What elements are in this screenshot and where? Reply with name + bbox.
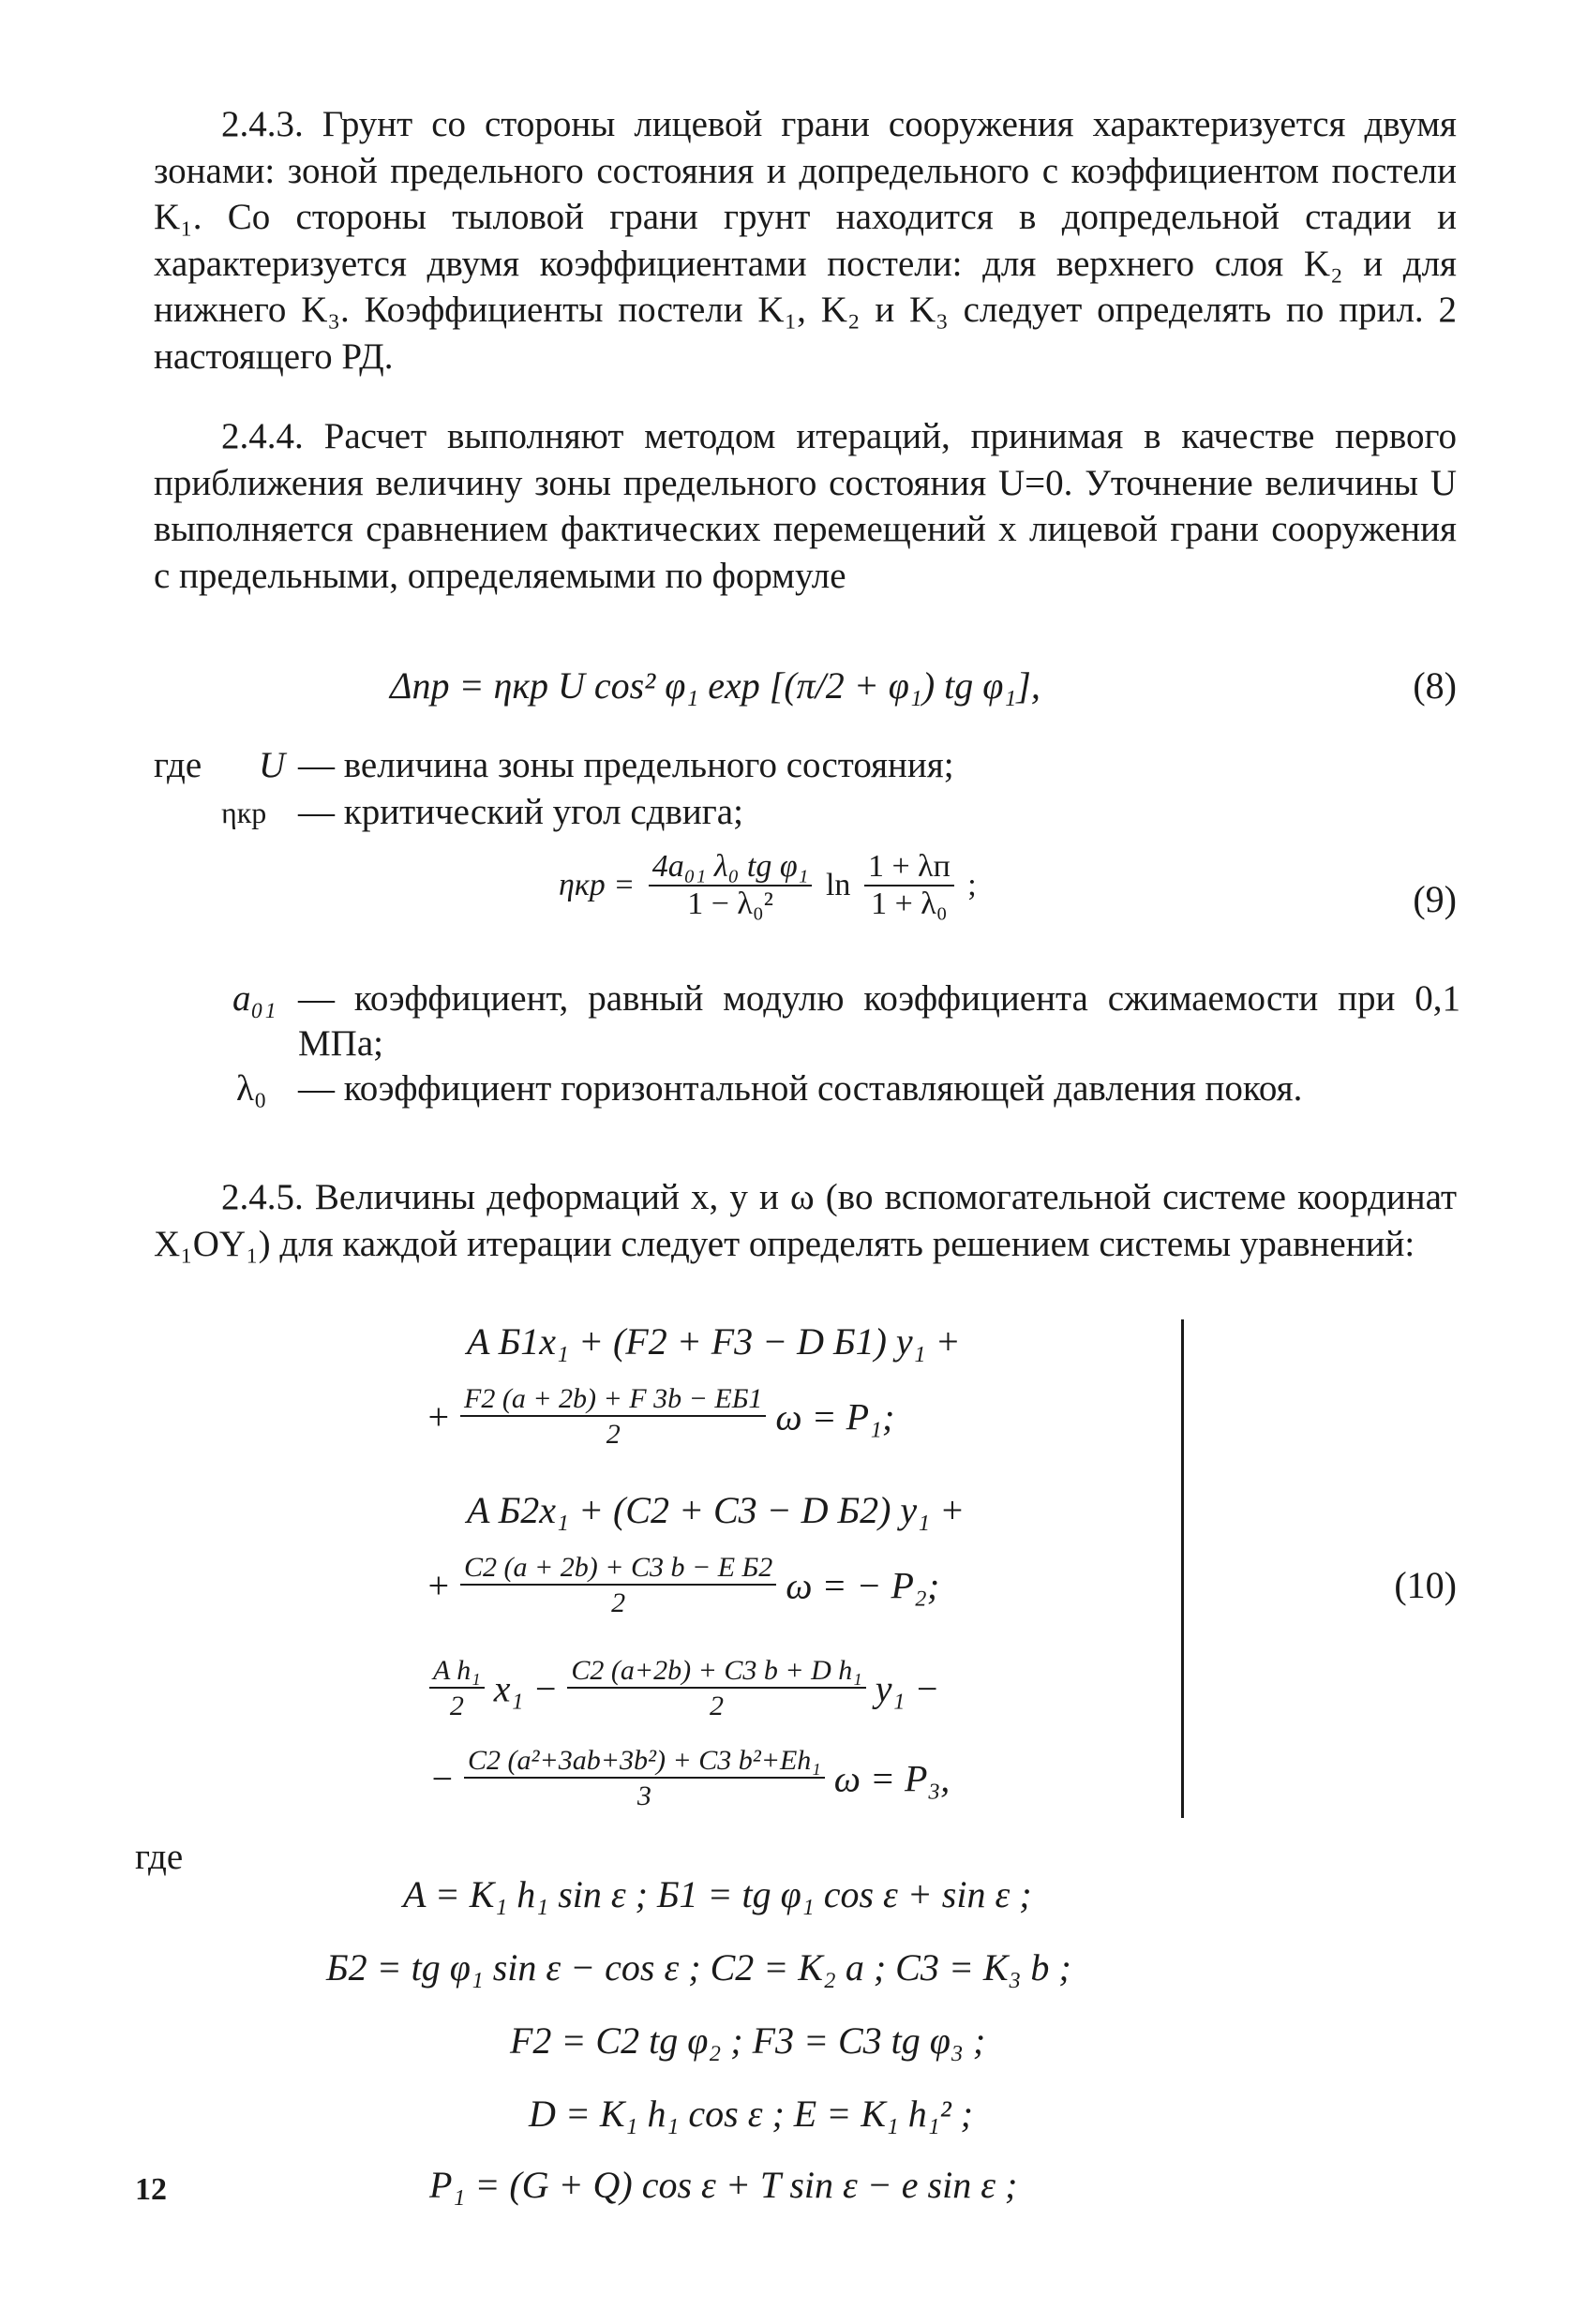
definition-a01: — коэффициент, равный модулю коэффициента сжимаемости при 0,1 МПа; (298, 978, 1460, 1064)
equation-8 (390, 663, 1041, 708)
system-10-line-4 (426, 1552, 939, 1619)
equation-9-ln: ln (825, 868, 851, 902)
where-label-1: где (154, 745, 202, 785)
system-10-line-3: A Б2x₁ + (C2 + C3 − D Б2) y₁ + (467, 1489, 966, 1531)
equation-9-fraction-1 (649, 849, 813, 922)
system-10-line-5-fraction-2 (567, 1655, 865, 1722)
system-10-line-2-post: ω = P₁; (775, 1395, 895, 1438)
coefficient-line-5: P₁ = (G + Q) cos ε + T sin ε − e sin ε ; (429, 2164, 1018, 2206)
system-10-line-2-fraction (460, 1383, 766, 1451)
equation-9-number: (9) (1413, 878, 1457, 920)
where-label-2: где (135, 1837, 184, 1877)
coefficient-line-3: F2 = C2 tg φ₂ ; F3 = C3 tg φ₃ ; (510, 2019, 986, 2062)
system-10-line-6-num: C2 (a²+3ab+3b²) + C3 b²+Eh₁ (464, 1745, 825, 1779)
system-10-line-1: A Б1x₁ + (F2 + F3 − D Б1) y₁ + (467, 1320, 961, 1363)
system-10-line-5-num-2: C2 (a+2b) + C3 b + D h₁ (567, 1655, 865, 1689)
symbol-eta: ηкр (221, 796, 267, 829)
system-10-line-4-plus: + (426, 1564, 451, 1607)
equation-8-bracket: [(π/2 + φ₁) tg φ₁], (769, 664, 1041, 707)
system-10-line-5-fraction-1 (429, 1655, 485, 1722)
equation-9-den-2: 1 + λ₀ (871, 886, 948, 921)
system-10-line-5 (429, 1655, 939, 1722)
system-10-line-5-post: y₁ − (875, 1667, 940, 1710)
system-10-line-5-mid: x₁ − (493, 1667, 559, 1710)
coefficient-line-1: A = K₁ h₁ sin ε ; Б1 = tg φ₁ cos ε + sin ε ; (403, 1873, 1032, 1915)
paragraph-2-4-3: 2.4.3. Грунт со стороны лицевой грани сооружения характеризуется двумя зонами: зоной предельного состояния и допредельного с коэффициентом постели K₁. Со стороны тыловой грани грунт находится в допредельной стадии и характеризуется двумя коэффициентами постели: для верхнего слоя K₂ и для нижнего K₃. Коэффициенты постели K₁, K₂ и K₃ следует определять по прил. 2 настоящего РД. (154, 104, 1457, 377)
system-10-line-6-fraction (464, 1745, 825, 1812)
system-10-line-2 (426, 1383, 894, 1451)
system-10-line-6-den: 3 (636, 1780, 651, 1811)
system-10-line-4-num: C2 (a + 2b) + C3 b − E Б2 (460, 1552, 776, 1586)
page-number: 12 (135, 2172, 167, 2207)
definition-lambda0: — коэффициент горизонтальной составляющей давления покоя. (298, 1068, 1303, 1109)
system-10-line-5-den-1: 2 (449, 1691, 464, 1721)
system-10-line-2-num: F2 (a + 2b) + F 3b − EБ1 (460, 1383, 766, 1417)
symbol-lambda0: λ₀ (236, 1068, 267, 1109)
system-10-brace (1168, 1319, 1184, 1818)
paragraph-2-4-5: 2.4.5. Величины деформаций x, y и ω (во вспомогательной системе координат X₁OY₁) для каждой итерации следует определять решением системы уравнений: (154, 1177, 1457, 1264)
system-10-line-2-den: 2 (606, 1419, 621, 1450)
system-10-line-4-den: 2 (611, 1587, 626, 1618)
equation-9 (559, 849, 977, 922)
equation-9-den-1: 1 − λ₀² (687, 886, 773, 921)
equation-9-num-2: 1 + λп (864, 849, 954, 886)
equation-9-lhs: ηкр = (559, 868, 636, 902)
definition-eta: — критический угол сдвига; (298, 792, 743, 832)
equation-9-num-1: 4a₀₁ λ₀ tg φ₁ (649, 849, 813, 886)
system-10-line-2-plus: + (426, 1395, 451, 1438)
system-10-line-5-den-2: 2 (710, 1691, 725, 1721)
system-10-line-4-post: ω = − P₂; (786, 1564, 940, 1607)
definition-u: — величина зоны предельного состояния; (298, 745, 954, 785)
symbol-u: U (259, 745, 286, 785)
equation-9-tail: ; (967, 868, 977, 902)
equation-8-lhs: Δпр = ηкр U cos² φ₁ exp (390, 664, 760, 707)
coefficient-line-2: Б2 = tg φ₁ sin ε − cos ε ; C2 = K₂ a ; C3 = K₃ b ; (326, 1946, 1071, 1989)
equation-8-number: (8) (1413, 664, 1457, 707)
system-10-line-6-minus: − (429, 1757, 455, 1800)
symbol-a01: a₀₁ (232, 978, 277, 1019)
equation-9-fraction-2 (864, 849, 954, 922)
system-10-line-6-post: ω = P₃, (833, 1757, 951, 1800)
equation-10-number: (10) (1394, 1564, 1457, 1606)
system-10-line-4-fraction (460, 1552, 776, 1619)
coefficient-line-4: D = K₁ h₁ cos ε ; E = K₁ h₁² ; (529, 2093, 974, 2135)
paragraph-2-4-4: 2.4.4. Расчет выполняют методом итераций, принимая в качестве первого приближения величину зоны предельного состояния U=0. Уточнение величины U выполняется сравнением фактических перемещений x лицевой грани сооружения с предельными, определяемыми по формуле (154, 416, 1457, 596)
system-10-line-6 (429, 1745, 950, 1812)
system-10-line-5-num-1: A h₁ (429, 1655, 485, 1689)
